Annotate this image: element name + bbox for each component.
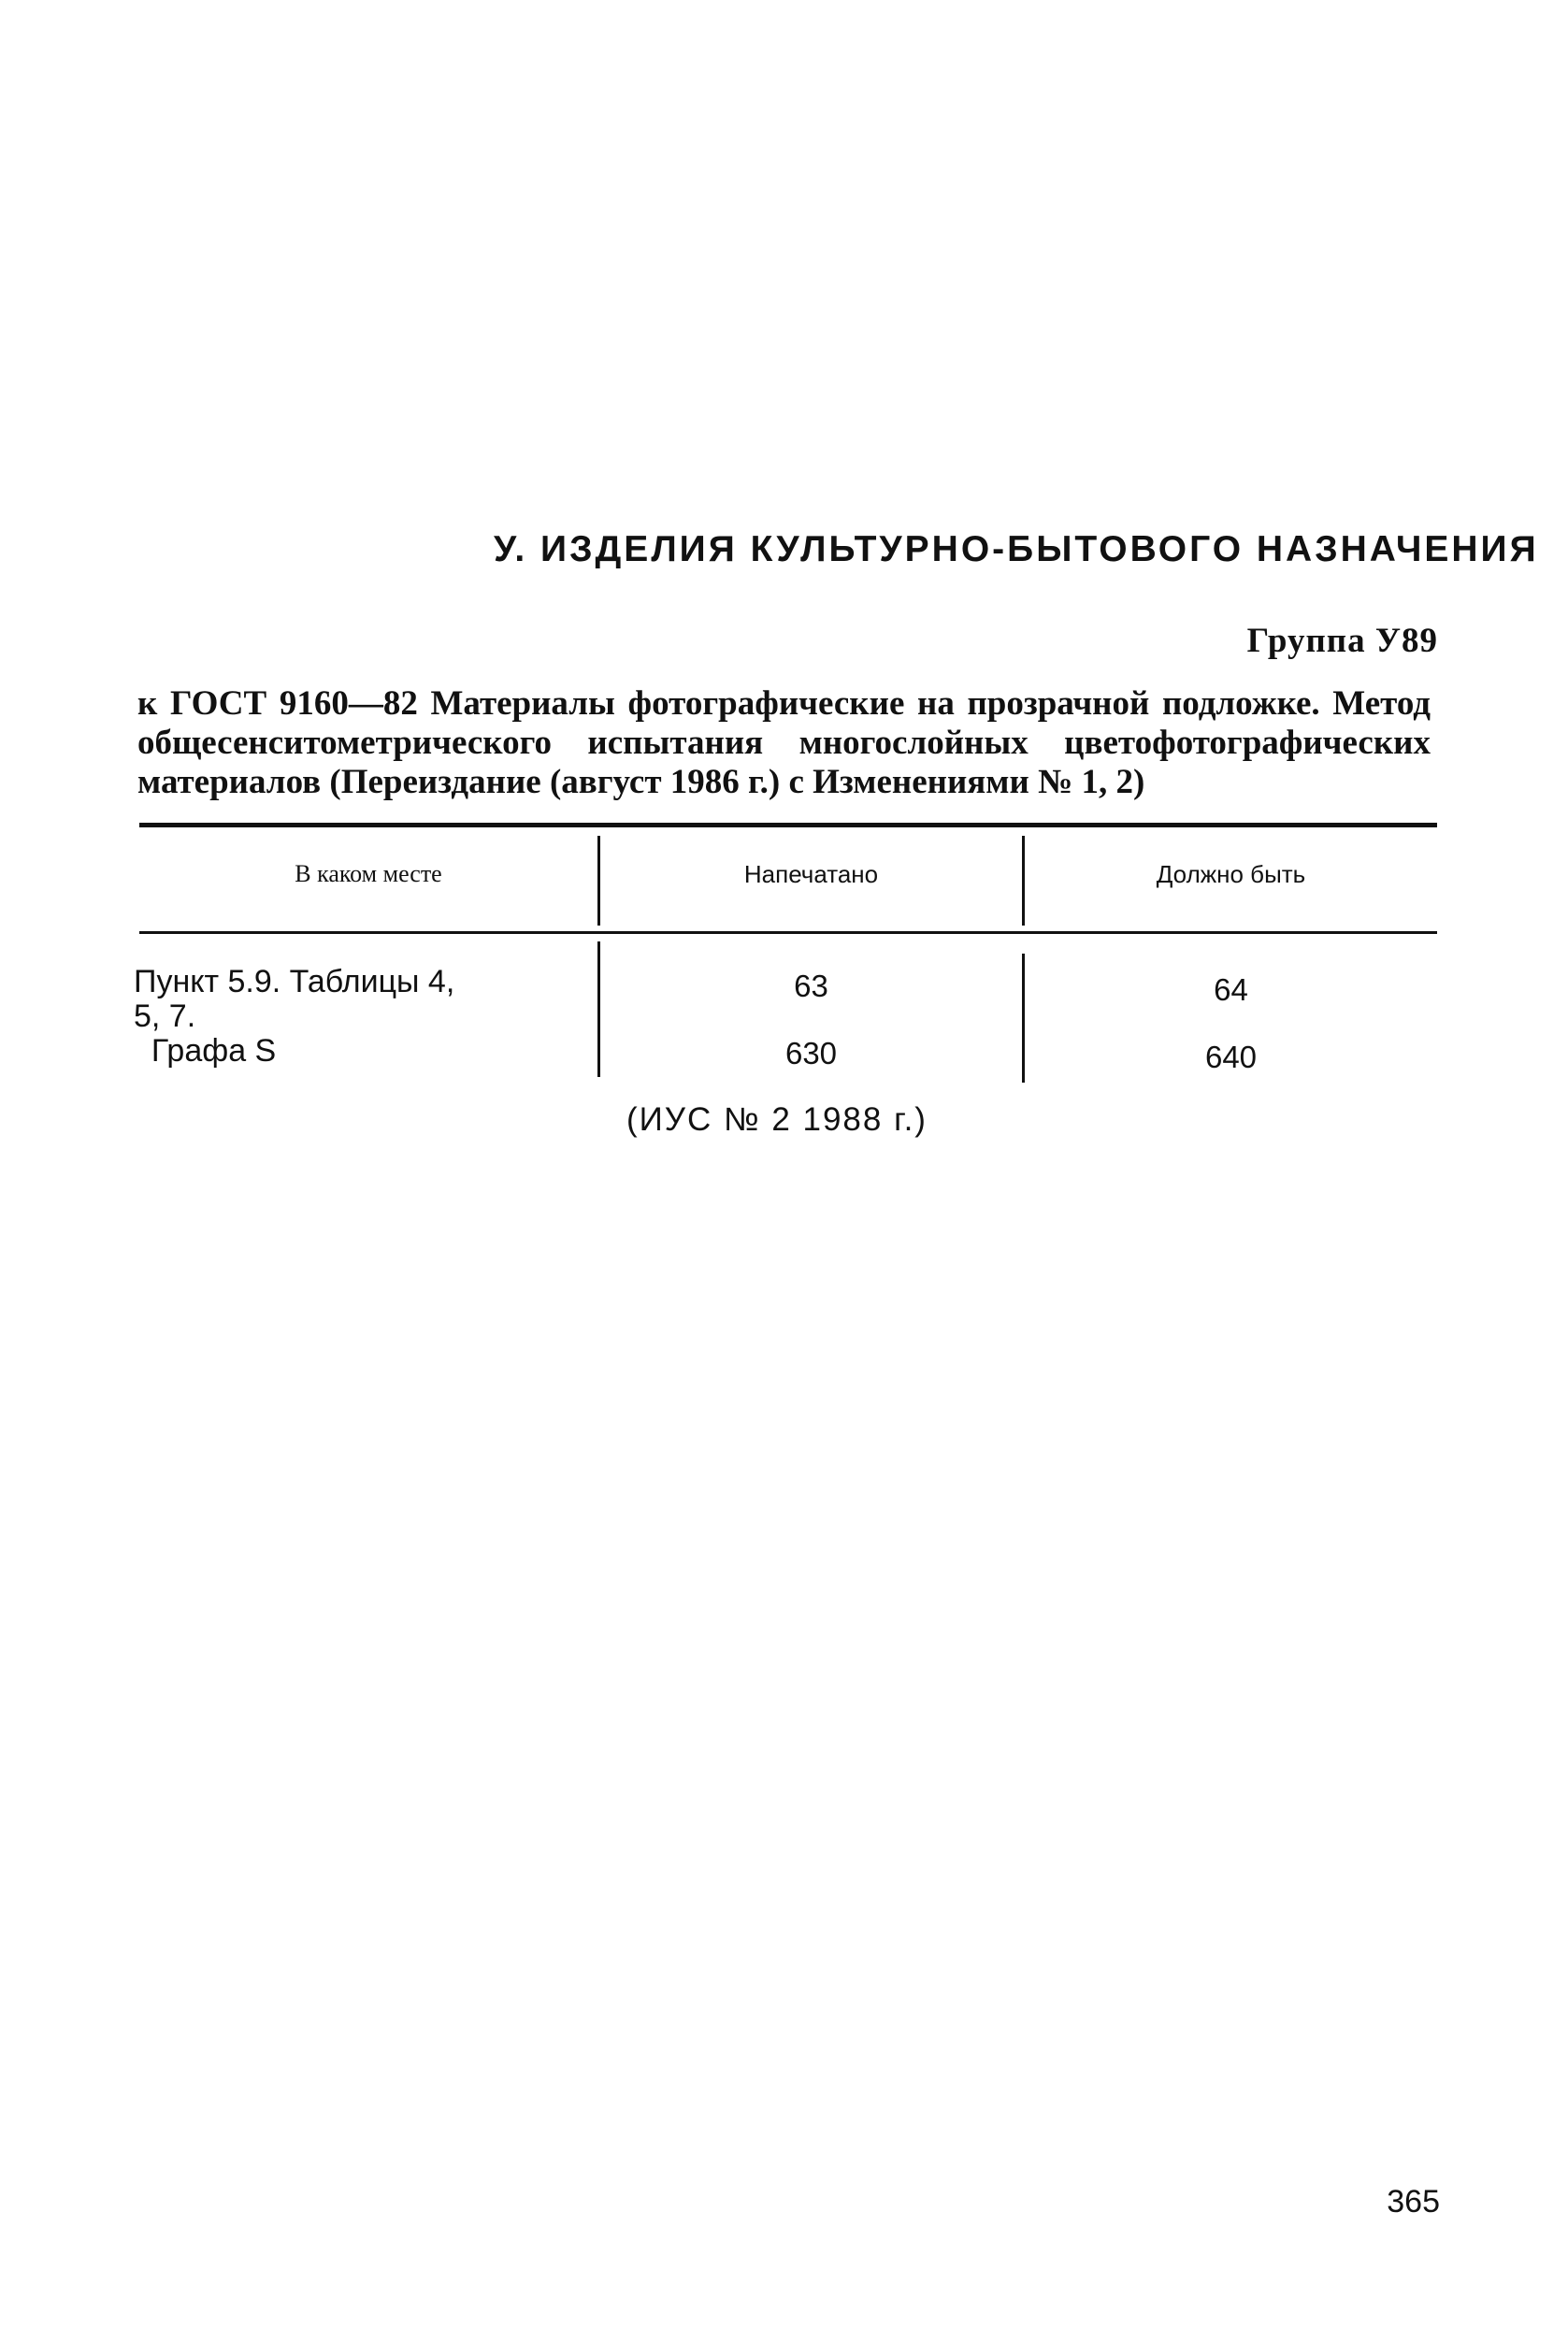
cell-place	[134, 965, 583, 1069]
header-should-be: Должно быть	[1156, 860, 1306, 888]
printed-value: 630	[784, 1036, 838, 1070]
place-line-2: 5, 7.	[134, 998, 196, 1034]
printed-value: 63	[794, 969, 828, 1003]
should-be-value: 64	[1214, 972, 1248, 1007]
place-line-3: Графа S	[151, 1033, 277, 1069]
group-label: Группа У89	[1246, 622, 1438, 660]
intro-text: к ГОСТ 9160—82 Материалы фотографические на прозрачной подложке. Метод общесенситометрического испытания многослойных цветофотографических материалов (Переиздание (август 1986 г.) с Изменениями № 1, 2)	[137, 684, 1431, 801]
source-note: (ИУС № 2 1988 г.)	[626, 1101, 928, 1138]
header-printed: Напечатано	[743, 860, 879, 888]
table-top-rule	[139, 823, 1437, 827]
section-heading: У. ИЗДЕЛИЯ КУЛЬТУРНО-БЫТОВОГО НАЗНАЧЕНИЯ	[494, 529, 1539, 569]
header-place: В каком месте	[295, 860, 442, 887]
place-line-1: Пункт 5.9. Таблицы 4,	[134, 964, 455, 999]
should-be-value: 640	[1204, 1040, 1258, 1074]
table-header-rule	[139, 931, 1437, 934]
page-number: 365	[1387, 2184, 1440, 2219]
